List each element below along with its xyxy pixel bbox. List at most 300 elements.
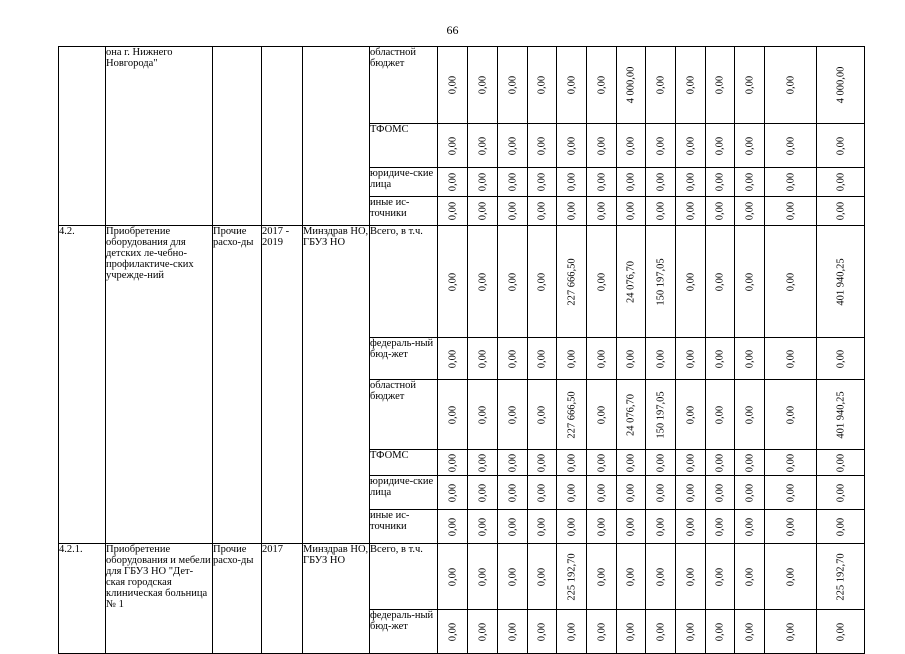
- value-text: 0,00: [714, 201, 726, 221]
- funding-source-cell: областной бюджет: [370, 380, 438, 450]
- value-text: 0,00: [685, 349, 696, 368]
- year-value-cell: [498, 168, 528, 197]
- value-text: 0,00: [447, 622, 458, 641]
- year-value-cell: [765, 226, 817, 338]
- year-value-cell: [468, 124, 498, 168]
- year-value-cell: [468, 510, 498, 544]
- period-cell: 2017 - 2019: [262, 226, 303, 544]
- value-text: 0,00: [714, 517, 726, 536]
- value-text: 0,00: [566, 517, 577, 536]
- value-text: 0,00: [714, 272, 726, 291]
- year-value-cell: [765, 338, 817, 380]
- year-value-cell: [557, 47, 587, 124]
- table-row: [59, 47, 865, 124]
- value-text: 0,00: [447, 405, 458, 424]
- value-text: 0,00: [785, 405, 796, 424]
- year-value-cell: [646, 197, 676, 226]
- year-value-cell: [587, 476, 617, 510]
- value-text: 0,00: [685, 483, 696, 502]
- year-value-cell: [557, 544, 587, 610]
- year-value-cell: [735, 197, 765, 226]
- year-value-cell: [735, 226, 765, 338]
- budget-table: [58, 46, 865, 654]
- value-text: 0,00: [655, 483, 666, 502]
- total-value-cell: [817, 450, 865, 476]
- value-text: 0,00: [835, 453, 846, 472]
- year-value-cell: [557, 476, 587, 510]
- year-value-cell: [765, 168, 817, 197]
- year-value-cell: [557, 510, 587, 544]
- value-text: 0,00: [685, 75, 696, 95]
- value-text: 0,00: [447, 272, 458, 291]
- value-text: 227 666,50: [566, 390, 577, 439]
- year-value-cell: [617, 338, 646, 380]
- value-text: 0,00: [477, 405, 488, 424]
- year-value-cell: [557, 450, 587, 476]
- value-text: 0,00: [477, 483, 488, 502]
- value-text: 4 000,00: [625, 66, 637, 104]
- year-value-cell: [765, 124, 817, 168]
- value-text: 0,00: [625, 201, 637, 221]
- year-value-cell: [617, 450, 646, 476]
- year-value-cell: [617, 544, 646, 610]
- value-text: 0,00: [536, 567, 548, 586]
- year-value-cell: [438, 124, 468, 168]
- year-value-cell: [735, 510, 765, 544]
- year-value-cell: [498, 450, 528, 476]
- year-value-cell: [438, 168, 468, 197]
- value-text: 0,00: [835, 517, 846, 536]
- funding-source-cell: федераль-ный бюд-жет: [370, 610, 438, 654]
- value-text: 225 192,70: [566, 552, 577, 601]
- value-text: 0,00: [596, 517, 607, 536]
- value-text: 0,00: [536, 622, 548, 641]
- executor-cell: Минздрав НО, ГБУЗ НО: [303, 226, 370, 544]
- value-text: 0,00: [685, 272, 696, 291]
- year-value-cell: [498, 380, 528, 450]
- value-text: 0,00: [655, 453, 666, 472]
- value-text: 0,00: [507, 622, 518, 641]
- year-value-cell: [468, 476, 498, 510]
- year-value-cell: [528, 476, 557, 510]
- year-value-cell: [557, 168, 587, 197]
- value-text: 0,00: [447, 201, 458, 221]
- year-value-cell: [557, 338, 587, 380]
- year-value-cell: [676, 610, 706, 654]
- value-text: 0,00: [596, 483, 607, 502]
- value-text: 0,00: [507, 136, 518, 155]
- value-text: 0,00: [536, 75, 548, 95]
- value-text: 0,00: [596, 405, 607, 424]
- year-value-cell: [706, 610, 735, 654]
- year-value-cell: [498, 226, 528, 338]
- value-text: 0,00: [714, 405, 726, 424]
- year-value-cell: [438, 450, 468, 476]
- value-text: 0,00: [507, 483, 518, 502]
- page-number: 66: [446, 23, 459, 37]
- year-value-cell: [468, 450, 498, 476]
- value-text: 0,00: [744, 201, 755, 221]
- value-text: 0,00: [835, 622, 846, 641]
- period-cell: 2017: [262, 544, 303, 654]
- year-value-cell: [557, 226, 587, 338]
- year-value-cell: [438, 47, 468, 124]
- year-value-cell: [617, 124, 646, 168]
- value-text: 401 940,25: [835, 390, 846, 439]
- executor-cell: Минздрав НО, ГБУЗ НО: [303, 544, 370, 654]
- value-text: 0,00: [447, 567, 458, 586]
- value-text: 0,00: [596, 453, 607, 472]
- year-value-cell: [617, 168, 646, 197]
- year-value-cell: [706, 338, 735, 380]
- value-text: 0,00: [685, 622, 696, 641]
- value-text: 0,00: [685, 453, 696, 472]
- year-value-cell: [587, 510, 617, 544]
- value-text: 0,00: [566, 483, 577, 502]
- executor-cell: [303, 47, 370, 226]
- value-text: 0,00: [507, 172, 518, 192]
- value-text: 0,00: [685, 405, 696, 424]
- year-value-cell: [528, 610, 557, 654]
- year-value-cell: [587, 380, 617, 450]
- value-text: 0,00: [744, 517, 755, 536]
- year-value-cell: [735, 380, 765, 450]
- year-value-cell: [646, 380, 676, 450]
- value-text: 0,00: [785, 453, 796, 472]
- year-value-cell: [676, 124, 706, 168]
- total-value-cell: [817, 544, 865, 610]
- value-text: 0,00: [744, 483, 755, 502]
- value-text: 0,00: [714, 349, 726, 368]
- year-value-cell: [438, 380, 468, 450]
- value-text: 0,00: [477, 172, 488, 192]
- value-text: 0,00: [744, 622, 755, 641]
- year-value-cell: [646, 338, 676, 380]
- value-text: 4 000,00: [835, 66, 846, 104]
- value-text: 0,00: [744, 75, 755, 95]
- value-text: 0,00: [536, 172, 548, 192]
- year-value-cell: [646, 510, 676, 544]
- value-text: 0,00: [536, 349, 548, 368]
- value-text: 0,00: [785, 172, 796, 192]
- year-value-cell: [765, 47, 817, 124]
- value-text: 0,00: [655, 75, 666, 95]
- year-value-cell: [528, 380, 557, 450]
- value-text: 0,00: [536, 483, 548, 502]
- value-text: 0,00: [507, 349, 518, 368]
- year-value-cell: [438, 544, 468, 610]
- period-cell: [262, 47, 303, 226]
- value-text: 0,00: [477, 75, 488, 95]
- value-text: 0,00: [685, 567, 696, 586]
- year-value-cell: [498, 610, 528, 654]
- value-text: 0,00: [477, 201, 488, 221]
- year-value-cell: [646, 544, 676, 610]
- year-value-cell: [706, 197, 735, 226]
- year-value-cell: [676, 226, 706, 338]
- value-text: 0,00: [507, 405, 518, 424]
- year-value-cell: [528, 338, 557, 380]
- total-value-cell: [817, 610, 865, 654]
- year-value-cell: [646, 476, 676, 510]
- year-value-cell: [765, 197, 817, 226]
- value-text: 225 192,70: [835, 552, 846, 601]
- year-value-cell: [706, 47, 735, 124]
- year-value-cell: [646, 124, 676, 168]
- item-title-cell: Приобретение оборудования для детских ле-чебно-профилактиче-ских учрежде-ний: [106, 226, 213, 544]
- value-text: 0,00: [447, 517, 458, 536]
- value-text: 0,00: [536, 453, 548, 472]
- value-text: 227 666,50: [566, 257, 577, 306]
- value-text: 0,00: [714, 172, 726, 192]
- value-text: 0,00: [744, 405, 755, 424]
- year-value-cell: [765, 450, 817, 476]
- year-value-cell: [468, 544, 498, 610]
- total-value-cell: [817, 168, 865, 197]
- value-text: 0,00: [507, 272, 518, 291]
- value-text: 0,00: [536, 517, 548, 536]
- value-text: 0,00: [685, 172, 696, 192]
- year-value-cell: [646, 610, 676, 654]
- year-value-cell: [735, 338, 765, 380]
- value-text: 0,00: [785, 201, 796, 221]
- value-text: 0,00: [566, 75, 577, 95]
- value-text: 150 197,05: [655, 390, 666, 439]
- year-value-cell: [528, 510, 557, 544]
- year-value-cell: [735, 544, 765, 610]
- year-value-cell: [498, 124, 528, 168]
- year-value-cell: [676, 544, 706, 610]
- value-text: 0,00: [655, 567, 666, 586]
- year-value-cell: [765, 380, 817, 450]
- item-title-cell: Приобретение оборудования и мебели для ГБУЗ НО "Дет-ская городская клиническая больница № 1: [106, 544, 213, 654]
- funding-source-cell: Всего, в т.ч.: [370, 544, 438, 610]
- year-value-cell: [676, 510, 706, 544]
- value-text: 0,00: [625, 349, 637, 368]
- year-value-cell: [468, 197, 498, 226]
- funding-source-cell: иные ис-точники: [370, 510, 438, 544]
- year-value-cell: [735, 47, 765, 124]
- year-value-cell: [587, 197, 617, 226]
- year-value-cell: [557, 124, 587, 168]
- year-value-cell: [676, 47, 706, 124]
- year-value-cell: [706, 476, 735, 510]
- value-text: 0,00: [785, 622, 796, 641]
- value-text: 0,00: [655, 517, 666, 536]
- year-value-cell: [557, 380, 587, 450]
- year-value-cell: [468, 380, 498, 450]
- year-value-cell: [617, 476, 646, 510]
- value-text: 0,00: [785, 483, 796, 502]
- funding-source-cell: иные ис-точники: [370, 197, 438, 226]
- item-number-cell: [59, 47, 106, 226]
- year-value-cell: [676, 476, 706, 510]
- year-value-cell: [528, 450, 557, 476]
- value-text: 0,00: [655, 622, 666, 641]
- value-text: 0,00: [685, 201, 696, 221]
- value-text: 0,00: [785, 136, 796, 155]
- year-value-cell: [438, 226, 468, 338]
- value-text: 0,00: [477, 349, 488, 368]
- total-value-cell: [817, 380, 865, 450]
- year-value-cell: [528, 124, 557, 168]
- value-text: 0,00: [447, 349, 458, 368]
- item-number-cell: 4.2.1.: [59, 544, 106, 654]
- year-value-cell: [617, 197, 646, 226]
- year-value-cell: [676, 450, 706, 476]
- total-value-cell: [817, 197, 865, 226]
- year-value-cell: [438, 197, 468, 226]
- year-value-cell: [706, 380, 735, 450]
- value-text: 0,00: [714, 75, 726, 95]
- value-text: 0,00: [835, 483, 846, 502]
- year-value-cell: [706, 124, 735, 168]
- value-text: 401 940,25: [835, 257, 846, 306]
- year-value-cell: [498, 476, 528, 510]
- year-value-cell: [765, 510, 817, 544]
- value-text: 0,00: [536, 272, 548, 291]
- year-value-cell: [706, 226, 735, 338]
- value-text: 0,00: [507, 201, 518, 221]
- year-value-cell: [438, 510, 468, 544]
- value-text: 0,00: [507, 517, 518, 536]
- funding-source-cell: ТФОМС: [370, 450, 438, 476]
- value-text: 0,00: [477, 567, 488, 586]
- value-text: 0,00: [566, 453, 577, 472]
- funding-source-cell: областной бюджет: [370, 47, 438, 124]
- value-text: 0,00: [625, 136, 637, 155]
- year-value-cell: [646, 450, 676, 476]
- year-value-cell: [468, 168, 498, 197]
- year-value-cell: [646, 226, 676, 338]
- value-text: 150 197,05: [655, 257, 666, 306]
- value-text: 0,00: [596, 622, 607, 641]
- expense-type-cell: Прочие расхо-ды: [213, 226, 262, 544]
- year-value-cell: [617, 380, 646, 450]
- year-value-cell: [438, 338, 468, 380]
- value-text: 0,00: [685, 517, 696, 536]
- year-value-cell: [617, 226, 646, 338]
- value-text: 0,00: [714, 453, 726, 472]
- year-value-cell: [676, 380, 706, 450]
- expense-type-cell: [213, 47, 262, 226]
- funding-source-cell: юридиче-ские лица: [370, 168, 438, 197]
- year-value-cell: [587, 544, 617, 610]
- value-text: 0,00: [835, 201, 846, 221]
- value-text: 0,00: [714, 622, 726, 641]
- expense-type-cell: Прочие расхо-ды: [213, 544, 262, 654]
- value-text: 0,00: [596, 201, 607, 221]
- year-value-cell: [587, 610, 617, 654]
- year-value-cell: [587, 450, 617, 476]
- year-value-cell: [468, 610, 498, 654]
- year-value-cell: [617, 610, 646, 654]
- year-value-cell: [706, 450, 735, 476]
- funding-source-cell: федераль-ный бюд-жет: [370, 338, 438, 380]
- year-value-cell: [706, 544, 735, 610]
- table-body: [59, 47, 865, 654]
- value-text: 0,00: [785, 75, 796, 95]
- value-text: 0,00: [566, 136, 577, 155]
- value-text: 0,00: [744, 349, 755, 368]
- year-value-cell: [676, 197, 706, 226]
- year-value-cell: [735, 124, 765, 168]
- year-value-cell: [587, 168, 617, 197]
- value-text: 0,00: [625, 453, 637, 472]
- value-text: 0,00: [744, 136, 755, 155]
- funding-source-cell: Всего, в т.ч.: [370, 226, 438, 338]
- value-text: 0,00: [447, 172, 458, 192]
- year-value-cell: [468, 338, 498, 380]
- value-text: 0,00: [785, 517, 796, 536]
- year-value-cell: [676, 338, 706, 380]
- funding-source-cell: юридиче-ские лица: [370, 476, 438, 510]
- year-value-cell: [528, 226, 557, 338]
- value-text: 0,00: [477, 517, 488, 536]
- year-value-cell: [498, 338, 528, 380]
- value-text: 0,00: [507, 75, 518, 95]
- year-value-cell: [765, 610, 817, 654]
- year-value-cell: [587, 124, 617, 168]
- value-text: 0,00: [596, 75, 607, 95]
- value-text: 0,00: [507, 453, 518, 472]
- value-text: 0,00: [566, 201, 577, 221]
- year-value-cell: [676, 168, 706, 197]
- value-text: 0,00: [477, 622, 488, 641]
- year-value-cell: [646, 168, 676, 197]
- year-value-cell: [617, 510, 646, 544]
- year-value-cell: [557, 610, 587, 654]
- total-value-cell: [817, 476, 865, 510]
- year-value-cell: [498, 510, 528, 544]
- year-value-cell: [735, 610, 765, 654]
- year-value-cell: [706, 168, 735, 197]
- value-text: 24 076,70: [625, 260, 637, 303]
- value-text: 0,00: [447, 75, 458, 95]
- year-value-cell: [528, 197, 557, 226]
- total-value-cell: [817, 47, 865, 124]
- value-text: 0,00: [566, 622, 577, 641]
- year-value-cell: [765, 476, 817, 510]
- value-text: 0,00: [625, 172, 637, 192]
- year-value-cell: [438, 610, 468, 654]
- value-text: 0,00: [785, 567, 796, 586]
- year-value-cell: [735, 476, 765, 510]
- value-text: 0,00: [507, 567, 518, 586]
- value-text: 0,00: [744, 272, 755, 291]
- value-text: 0,00: [536, 136, 548, 155]
- value-text: 0,00: [596, 172, 607, 192]
- value-text: 0,00: [536, 405, 548, 424]
- value-text: 0,00: [477, 453, 488, 472]
- year-value-cell: [528, 168, 557, 197]
- year-value-cell: [498, 544, 528, 610]
- total-value-cell: [817, 510, 865, 544]
- value-text: 0,00: [655, 201, 666, 221]
- value-text: 0,00: [835, 136, 846, 155]
- value-text: 0,00: [447, 453, 458, 472]
- year-value-cell: [735, 450, 765, 476]
- year-value-cell: [765, 544, 817, 610]
- value-text: 0,00: [536, 201, 548, 221]
- value-text: 0,00: [835, 172, 846, 192]
- year-value-cell: [438, 476, 468, 510]
- value-text: 0,00: [714, 483, 726, 502]
- value-text: 0,00: [714, 136, 726, 155]
- year-value-cell: [617, 47, 646, 124]
- value-text: 0,00: [566, 349, 577, 368]
- total-value-cell: [817, 338, 865, 380]
